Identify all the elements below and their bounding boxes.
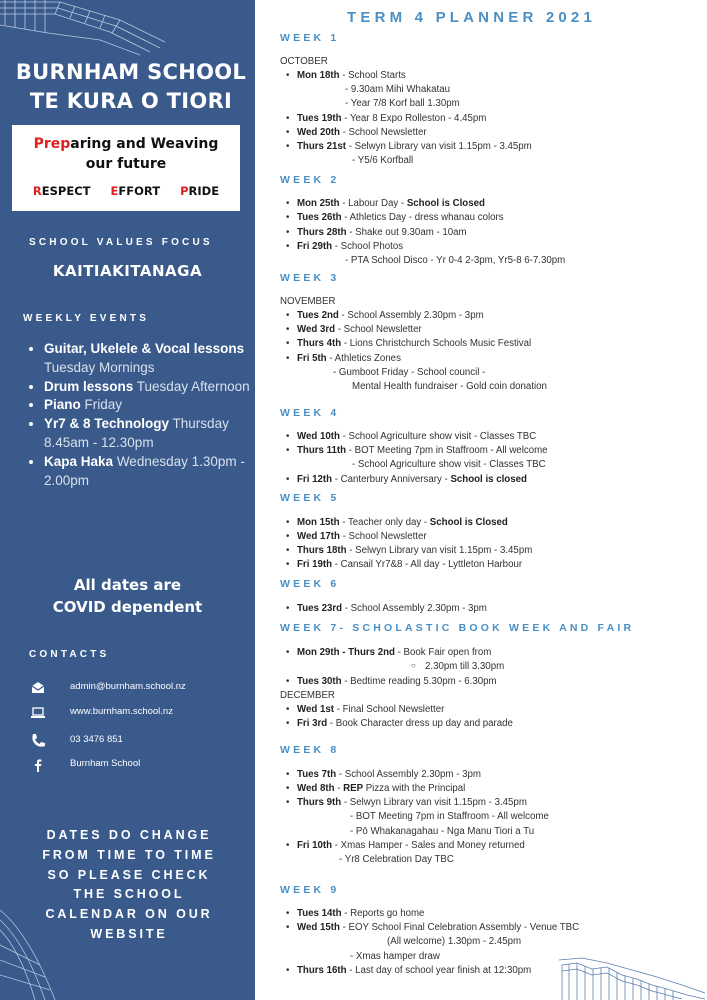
week-2-heading: WEEK 2: [280, 174, 340, 186]
week-3-heading: WEEK 3: [280, 272, 340, 284]
school-name: [0, 58, 255, 116]
contacts-heading: CONTACTS: [29, 649, 110, 660]
list-item-detail: - School Agriculture show visit - Classes TBC: [352, 459, 546, 470]
list-item: • Tues 23rd - School Assembly 2.30pm - 3pm: [297, 603, 487, 614]
list-item: • Fri 3rd - Book Character dress up day and parade: [297, 718, 513, 729]
list-item: • Fri 29th - School Photos: [297, 241, 403, 252]
list-item: • Mon 18th - School Starts: [297, 70, 406, 81]
sidebar: BURNHAM SCHOOL TE KURA O TIORI Preparing and Weaving our future RESPECT EFFORT PRIDE SCHOOL VALUES FOCUS KAITIAKITANAGA WEEKLY EVENTS • Guitar, Ukelele & Vocal lessons Tuesday Mornings • Drum lessons Tuesday Afternoon • Piano Friday • Yr7 & 8 Technology Thursday 8.45am - 12.30pm • Kapa Haka Wednesday 1.30pm - 2.00pm All dates are COVID dependent CONTACTS admin@burnham.school.nz www.burnham.school.nz 03 3476 851 Burnham School DATES DO CHANGE FROM TIME TO TIME SO PLEASE CHECK THE SCHOOL CALENDAR ON OUR WEBSITE: [0, 0, 255, 1000]
list-item: • Thurs 18th - Selwyn Library van visit 1.15pm - 3.45pm: [297, 545, 532, 556]
list-item: • Fri 5th - Athletics Zones: [297, 353, 401, 364]
page-title: TERM 4 PLANNER 2021: [347, 9, 597, 26]
envelope-icon: [30, 680, 46, 696]
list-item: • Tues 7th - School Assembly 2.30pm - 3pm: [297, 769, 481, 780]
value-pride: PRIDE: [180, 184, 220, 198]
list-item-detail: - Year 7/8 Korf ball 1.30pm: [345, 98, 460, 109]
month-label: OCTOBER: [280, 56, 328, 67]
motto-highlight: Prep: [33, 136, 71, 152]
list-item: • Wed 10th - School Agriculture show visit - Classes TBC: [297, 431, 536, 442]
laptop-icon: [30, 705, 46, 721]
list-item: • Thurs 4th - Lions Christchurch Schools Music Festival: [297, 338, 531, 349]
list-item-detail: - Yr8 Celebration Day TBC: [339, 854, 454, 865]
list-item: • Piano Friday: [44, 396, 255, 415]
planner: [255, 0, 707, 1000]
week-5-heading: WEEK 5: [280, 492, 340, 504]
list-item: • Wed 15th - EOY School Final Celebration Assembly - Venue TBC: [297, 922, 579, 933]
list-item: • Thurs 21st - Selwyn Library van visit 1.15pm - 3.45pm: [297, 141, 532, 152]
list-item: • Fri 19th - Cansail Yr7&8 - All day - Lyttleton Harbour: [297, 559, 522, 570]
week-7-heading: WEEK 7- SCHOLASTIC BOOK WEEK AND FAIR: [280, 622, 635, 634]
list-item: • Wed 3rd - School Newsletter: [297, 324, 422, 335]
week-8-heading: WEEK 8: [280, 744, 340, 756]
list-item-detail: Mental Health fundraiser - Gold coin donation: [352, 381, 547, 392]
list-item: • Drum lessons Tuesday Afternoon: [44, 378, 255, 397]
dates-change-notice: DATES DO CHANGE FROM TIME TO TIME SO PLEASE CHECK THE SCHOOL CALENDAR ON OUR WEBSITE: [42, 828, 216, 941]
month-label: DECEMBER: [280, 690, 335, 701]
phone-icon: [30, 733, 46, 749]
list-item-detail: - Pō Whakanagahau - Nga Manu Tiori a Tu: [350, 826, 535, 837]
values-focus: KAITIAKITANAGA: [52, 262, 203, 280]
list-item: • Thurs 16th - Last day of school year finish at 12:30pm: [297, 965, 531, 976]
school-name-maori: TE KURA O TIORI: [29, 89, 233, 113]
list-item: • Tues 19th - Year 8 Expo Rolleston - 4.45pm: [297, 113, 486, 124]
list-item: • Guitar, Ukelele & Vocal lessons Tuesday Mornings: [44, 340, 255, 378]
motto-line1-rest: aring and Weaving: [70, 136, 219, 152]
weekly-events-list: [27, 340, 255, 490]
school-values: [12, 184, 240, 198]
list-item-detail: ○ 2.30pm till 3.30pm: [425, 661, 504, 672]
covid-notice: All dates are COVID dependent: [52, 576, 203, 616]
list-item: • Tues 2nd - School Assembly 2.30pm - 3pm: [297, 310, 484, 321]
list-item: • Thurs 28th - Shake out 9.30am - 10am: [297, 227, 467, 238]
week-1-heading: WEEK 1: [280, 32, 340, 44]
list-item: • Fri 12th - Canterbury Anniversary - School is closed: [297, 474, 527, 485]
list-item-detail: - BOT Meeting 7pm in Staffroom - All welcome: [350, 811, 549, 822]
list-item: • Mon 15th - Teacher only day - School is Closed: [297, 517, 508, 528]
list-item: • Wed 8th - REP Pizza with the Principal: [297, 783, 465, 794]
list-item: • Wed 17th - School Newsletter: [297, 531, 427, 542]
week-9-heading: WEEK 9: [280, 884, 340, 896]
value-effort: EFFORT: [110, 184, 161, 198]
list-item: • Thurs 9th - Selwyn Library van visit 1.15pm - 3.45pm: [297, 797, 527, 808]
list-item: • Tues 14th - Reports go home: [297, 908, 424, 919]
value-respect: RESPECT: [32, 184, 91, 198]
list-item-detail: - Y5/6 Korfball: [352, 155, 414, 166]
list-item-detail: - 9.30am Mihi Whakatau: [345, 84, 450, 95]
motto-line2: our future: [85, 156, 167, 172]
woven-building-decoration: [557, 955, 707, 1000]
list-item-detail: - Gumboot Friday - School council -: [333, 367, 486, 378]
list-item: • Yr7 & 8 Technology Thursday 8.45am - 12.30pm: [44, 415, 255, 453]
list-item: • Mon 25th - Labour Day - School is Closed: [297, 198, 485, 209]
list-item: • Tues 30th - Bedtime reading 5.30pm - 6.30pm: [297, 676, 497, 687]
values-focus-heading: SCHOOL VALUES FOCUS: [29, 237, 213, 248]
woven-roof-decoration: [0, 0, 170, 60]
list-item: • Thurs 11th - BOT Meeting 7pm in Staffroom - All welcome: [297, 445, 548, 456]
facebook-icon: [30, 757, 46, 773]
list-item-detail: - PTA School Disco - Yr 0-4 2-3pm, Yr5-8 6-7.30pm: [345, 255, 566, 266]
weekly-events-heading: WEEKLY EVENTS: [23, 313, 150, 324]
motto-box: [12, 125, 240, 211]
list-item: • Wed 20th - School Newsletter: [297, 127, 427, 138]
week-6-heading: WEEK 6: [280, 578, 340, 590]
list-item: • Fri 10th - Xmas Hamper - Sales and Money returned: [297, 840, 525, 851]
list-item: • Tues 26th - Athletics Day - dress whanau colors: [297, 212, 504, 223]
month-label: NOVEMBER: [280, 296, 336, 307]
list-item-detail: (All welcome) 1.30pm - 2.45pm: [387, 936, 522, 947]
list-item: • Kapa Haka Wednesday 1.30pm - 2.00pm: [44, 453, 255, 491]
week-4-heading: WEEK 4: [280, 407, 340, 419]
list-item: • Mon 29th - Thurs 2nd - Book Fair open from: [297, 647, 491, 658]
motto: [12, 134, 240, 174]
school-name-english: BURNHAM SCHOOL: [15, 60, 247, 84]
list-item-detail: - Xmas hamper draw: [350, 951, 440, 962]
list-item: • Wed 1st - Final School Newsletter: [297, 704, 444, 715]
